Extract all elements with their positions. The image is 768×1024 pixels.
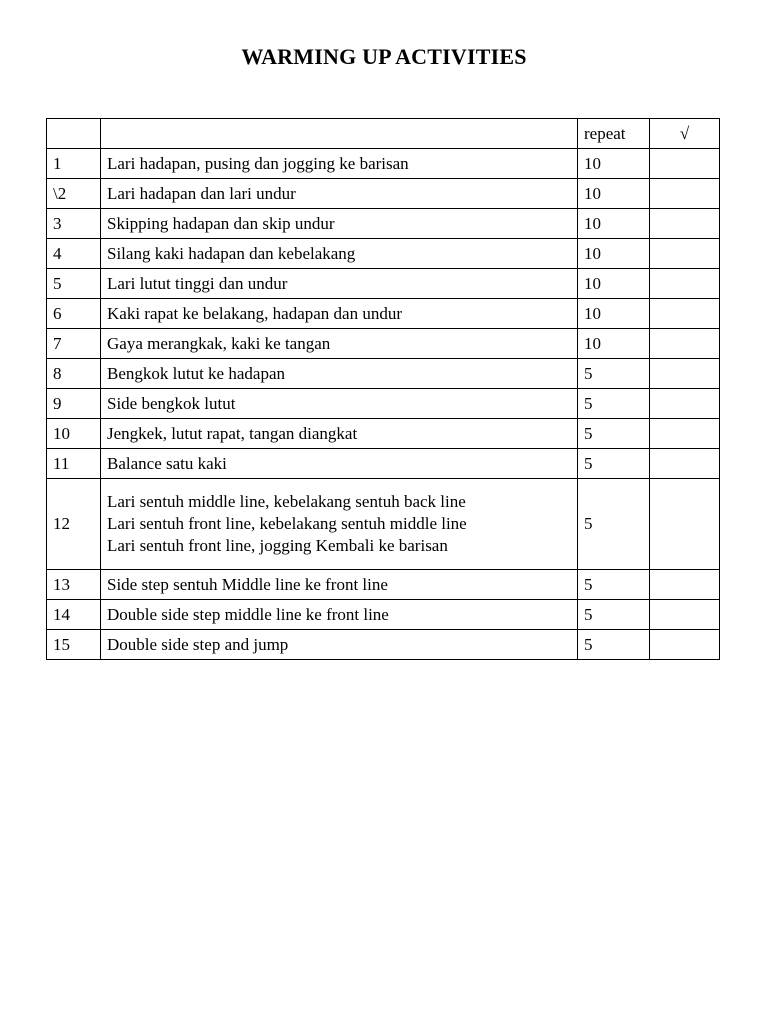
- activity-line: Lari hadapan, pusing dan jogging ke barisan: [107, 153, 409, 173]
- check-cell: [650, 269, 720, 299]
- table-row: [47, 269, 720, 299]
- repeat-cell: 5: [578, 419, 650, 449]
- activity-line: Side bengkok lutut: [107, 393, 236, 413]
- activity-line: Lari lutut tinggi dan undur: [107, 273, 288, 293]
- row-number-cell: 7: [47, 329, 101, 359]
- check-cell: [650, 600, 720, 630]
- activity-cell: [101, 269, 578, 299]
- table-row: [47, 600, 720, 630]
- activity-cell: [101, 239, 578, 269]
- activity-line: Gaya merangkak, kaki ke tangan: [107, 333, 331, 353]
- check-cell: [650, 449, 720, 479]
- activity-cell: [101, 149, 578, 179]
- check-cell: [650, 179, 720, 209]
- check-cell: [650, 239, 720, 269]
- table-row: [47, 359, 720, 389]
- activity-cell: [101, 179, 578, 209]
- repeat-cell: 10: [578, 179, 650, 209]
- table-row: [47, 630, 720, 660]
- table-row: [47, 299, 720, 329]
- row-number-cell: 5: [47, 269, 101, 299]
- repeat-cell: 5: [578, 479, 650, 570]
- activity-line: Bengkok lutut ke hadapan: [107, 363, 285, 383]
- repeat-cell: 5: [578, 570, 650, 600]
- activity-line: Lari hadapan dan lari undur: [107, 183, 296, 203]
- table-row: [47, 209, 720, 239]
- activity-line: Jengkek, lutut rapat, tangan diangkat: [107, 423, 358, 443]
- activity-cell: [101, 209, 578, 239]
- activity-cell: [101, 419, 578, 449]
- activity-cell: [101, 359, 578, 389]
- activity-line: Silang kaki hadapan dan kebelakang: [107, 243, 356, 263]
- check-cell: [650, 209, 720, 239]
- activity-cell: [101, 630, 578, 660]
- activity-line: Double side step and jump: [107, 634, 289, 654]
- activity-cell: [101, 449, 578, 479]
- repeat-cell: 5: [578, 389, 650, 419]
- activity-cell: [101, 600, 578, 630]
- activity-cell: [101, 570, 578, 600]
- activity-line: Balance satu kaki: [107, 453, 227, 473]
- row-number-cell: 8: [47, 359, 101, 389]
- page-title: WARMING UP ACTIVITIES: [241, 44, 527, 69]
- activity-line: Lari sentuh middle line, kebelakang sentuh back line: [107, 492, 466, 511]
- activities-table: [46, 118, 720, 660]
- table-row: [47, 389, 720, 419]
- check-cell: [650, 149, 720, 179]
- header-number-cell: [47, 119, 101, 149]
- activity-line: Lari sentuh front line, kebelakang sentuh middle line: [107, 514, 467, 533]
- row-number-cell: 1: [47, 149, 101, 179]
- check-cell: [650, 329, 720, 359]
- row-number-cell: 4: [47, 239, 101, 269]
- check-cell: [650, 419, 720, 449]
- repeat-cell: 5: [578, 359, 650, 389]
- table-row: [47, 419, 720, 449]
- repeat-cell: 10: [578, 149, 650, 179]
- row-number-cell: 13: [47, 570, 101, 600]
- activity-line: Kaki rapat ke belakang, hadapan dan undur: [107, 303, 403, 323]
- row-number-cell: 6: [47, 299, 101, 329]
- activity-line: Double side step middle line ke front line: [107, 604, 389, 624]
- repeat-cell: 10: [578, 269, 650, 299]
- activities-table-body: [47, 119, 720, 660]
- table-row: [47, 449, 720, 479]
- table-row: [47, 179, 720, 209]
- table-row: [47, 149, 720, 179]
- row-number-cell: 10: [47, 419, 101, 449]
- repeat-cell: 5: [578, 600, 650, 630]
- activity-line: Side step sentuh Middle line ke front line: [107, 574, 388, 594]
- activity-line: Skipping hadapan dan skip undur: [107, 213, 335, 233]
- check-cell: [650, 479, 720, 570]
- activity-line: Lari sentuh front line, jogging Kembali ke barisan: [107, 536, 448, 555]
- repeat-cell: 10: [578, 329, 650, 359]
- row-number-cell: 14: [47, 600, 101, 630]
- row-number-cell: 12: [47, 479, 101, 570]
- activity-cell: [101, 329, 578, 359]
- check-cell: [650, 359, 720, 389]
- table-header-row: [47, 119, 720, 149]
- row-number-cell: 11: [47, 449, 101, 479]
- repeat-cell: 10: [578, 239, 650, 269]
- table-row: [47, 479, 720, 570]
- row-number-cell: 15: [47, 630, 101, 660]
- activity-cell: [101, 479, 578, 570]
- header-check-cell: √: [650, 119, 720, 149]
- table-row: [47, 570, 720, 600]
- row-number-cell: 9: [47, 389, 101, 419]
- repeat-cell: 10: [578, 209, 650, 239]
- row-number-cell: 3: [47, 209, 101, 239]
- header-repeat-cell: repeat: [578, 119, 650, 149]
- check-cell: [650, 299, 720, 329]
- row-number-cell: \2: [47, 179, 101, 209]
- repeat-cell: 5: [578, 449, 650, 479]
- check-cell: [650, 389, 720, 419]
- check-cell: [650, 570, 720, 600]
- check-cell: [650, 630, 720, 660]
- activity-cell: [101, 389, 578, 419]
- repeat-cell: 10: [578, 299, 650, 329]
- table-row: [47, 239, 720, 269]
- repeat-cell: 5: [578, 630, 650, 660]
- header-activity-cell: [101, 119, 578, 149]
- activity-cell: [101, 299, 578, 329]
- table-row: [47, 329, 720, 359]
